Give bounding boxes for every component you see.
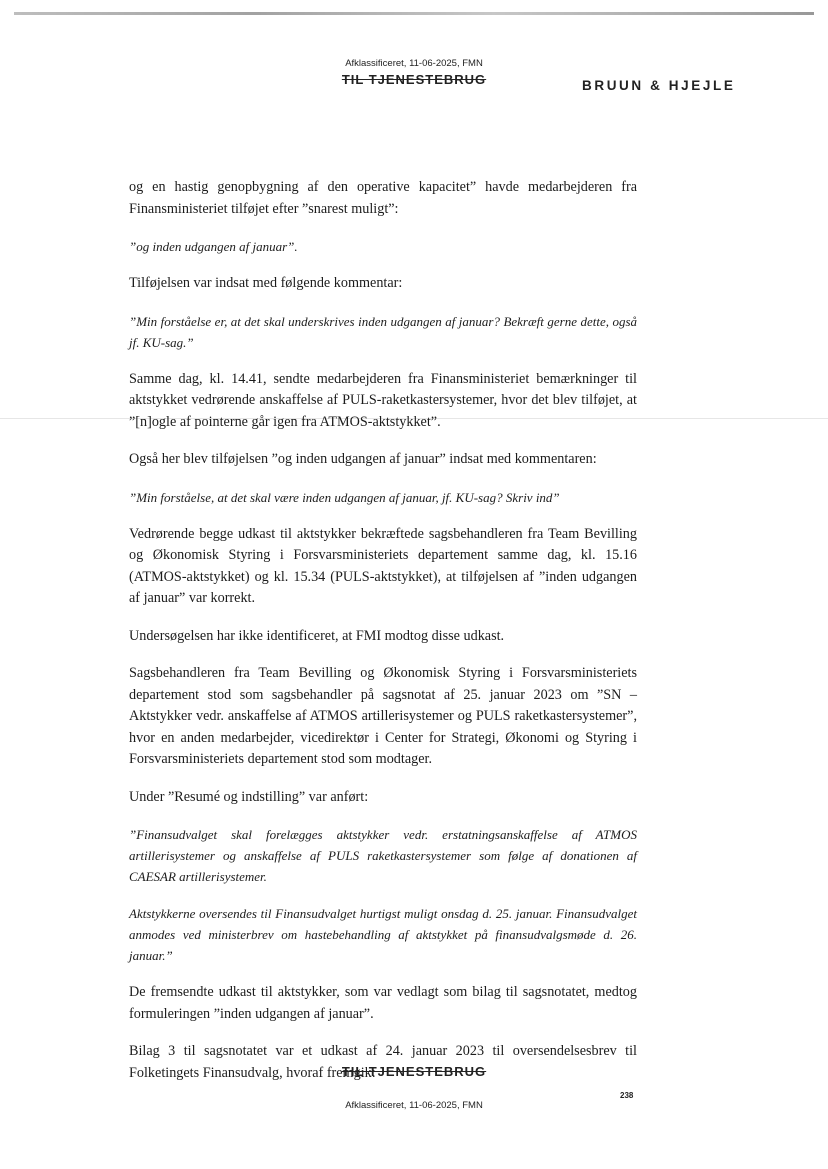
quote: ”Min forståelse, at det skal være inden udgangen af januar, jf. KU-sag? Skriv ind” (129, 489, 560, 505)
document-body (129, 177, 637, 1100)
scan-edge-line (14, 12, 814, 15)
page-number: 238 (620, 1091, 634, 1100)
paragraph: og en hastig genopbygning af den operative kapacitet” havde medarbejderen fra Finansministeriet tilføjet efter ”snarest muligt”: (129, 179, 637, 217)
paragraph: De fremsendte udkast til aktstykker, som var vedlagt som bilag til sagsnotatet, medtog formuleringen ”inden udgangen af januar”. (129, 984, 637, 1022)
quote: Aktstykkerne oversendes til Finansudvalget hurtigst muligt onsdag d. 25. januar. Finansudvalget anmodes ved ministerbrev om hastebehandling af aktstykket på finansudvalgsmøde d. 26. januar.” (129, 906, 637, 963)
paragraph: Bilag 3 til sagsnotatet var et udkast af 24. januar 2023 til oversendelsesbrev til Folketingets Finansudvalg, hvoraf fremgik: (129, 1043, 637, 1081)
paragraph: Vedrørende begge udkast til aktstykker bekræftede sagsbehandleren fra Team Bevilling og Økonomisk Styring i Forsvarsministeriets departement samme dag, kl. 15.16 (ATMOS-aktstykket) og kl. 15.34 (PULS-aktstykket), at tilføjelsen af ”inden udgangen af januar” var korrekt. (129, 525, 637, 606)
footer-declassification-stamp: Afklassificeret, 11-06-2025, FMN (345, 1100, 483, 1111)
quote: ”Min forståelse er, at det skal underskrives inden udgangen af januar? Bekræft gerne dette, også jf. KU-sag.” (129, 313, 637, 350)
paragraph: Sagsbehandleren fra Team Bevilling og Økonomisk Styring i Forsvarsministeriets departement stod som sagsbehandler på sagsnotat af 25. januar 2023 om ”SN – Aktstykker vedr. anskaffelse af ATMOS artillerisystemer og PULS raketkastersystemer”, hvor en anden medarbejder, vicedirektør i Center for Strategi, Økonomi og Styring i Forsvarsministeriets departement stod som modtager. (129, 665, 637, 767)
header-declassification-stamp: Afklassificeret, 11-06-2025, FMN (345, 58, 483, 69)
quote: ”og inden udgangen af januar”. (129, 239, 298, 254)
firm-logo: BRUUN & HJEJLE (582, 78, 736, 93)
paragraph: Undersøgelsen har ikke identificeret, at FMI modtog disse udkast. (129, 627, 505, 644)
header-restriction-label: TIL TJENESTEBRUG (341, 72, 487, 87)
paragraph: Under ”Resumé og indstilling” var anført: (129, 788, 369, 805)
paragraph: Også her blev tilføjelsen ”og inden udgangen af januar” indsat med kommentaren: (129, 451, 597, 467)
footer-restriction-label: TIL TJENESTEBRUG (341, 1064, 487, 1079)
paragraph: Samme dag, kl. 14.41, sendte medarbejderen fra Finansministeriet bemærkninger til aktstykket vedrørende anskaffelse af PULS-raketkastersystemer, hvor det blev tilføjet, at ”[n]ogle af pointerne går igen fra ATMOS-aktstykket”. (129, 370, 637, 430)
quote: ”Finansudvalget skal forelægges aktstykker vedr. erstatningsanskaffelse af ATMOS artillerisystemer og anskaffelse af PULS raketkastersystemer som følge af donationen af CAESAR artillerisystemer. (129, 827, 637, 884)
paragraph: Tilføjelsen var indsat med følgende kommentar: (129, 275, 403, 291)
